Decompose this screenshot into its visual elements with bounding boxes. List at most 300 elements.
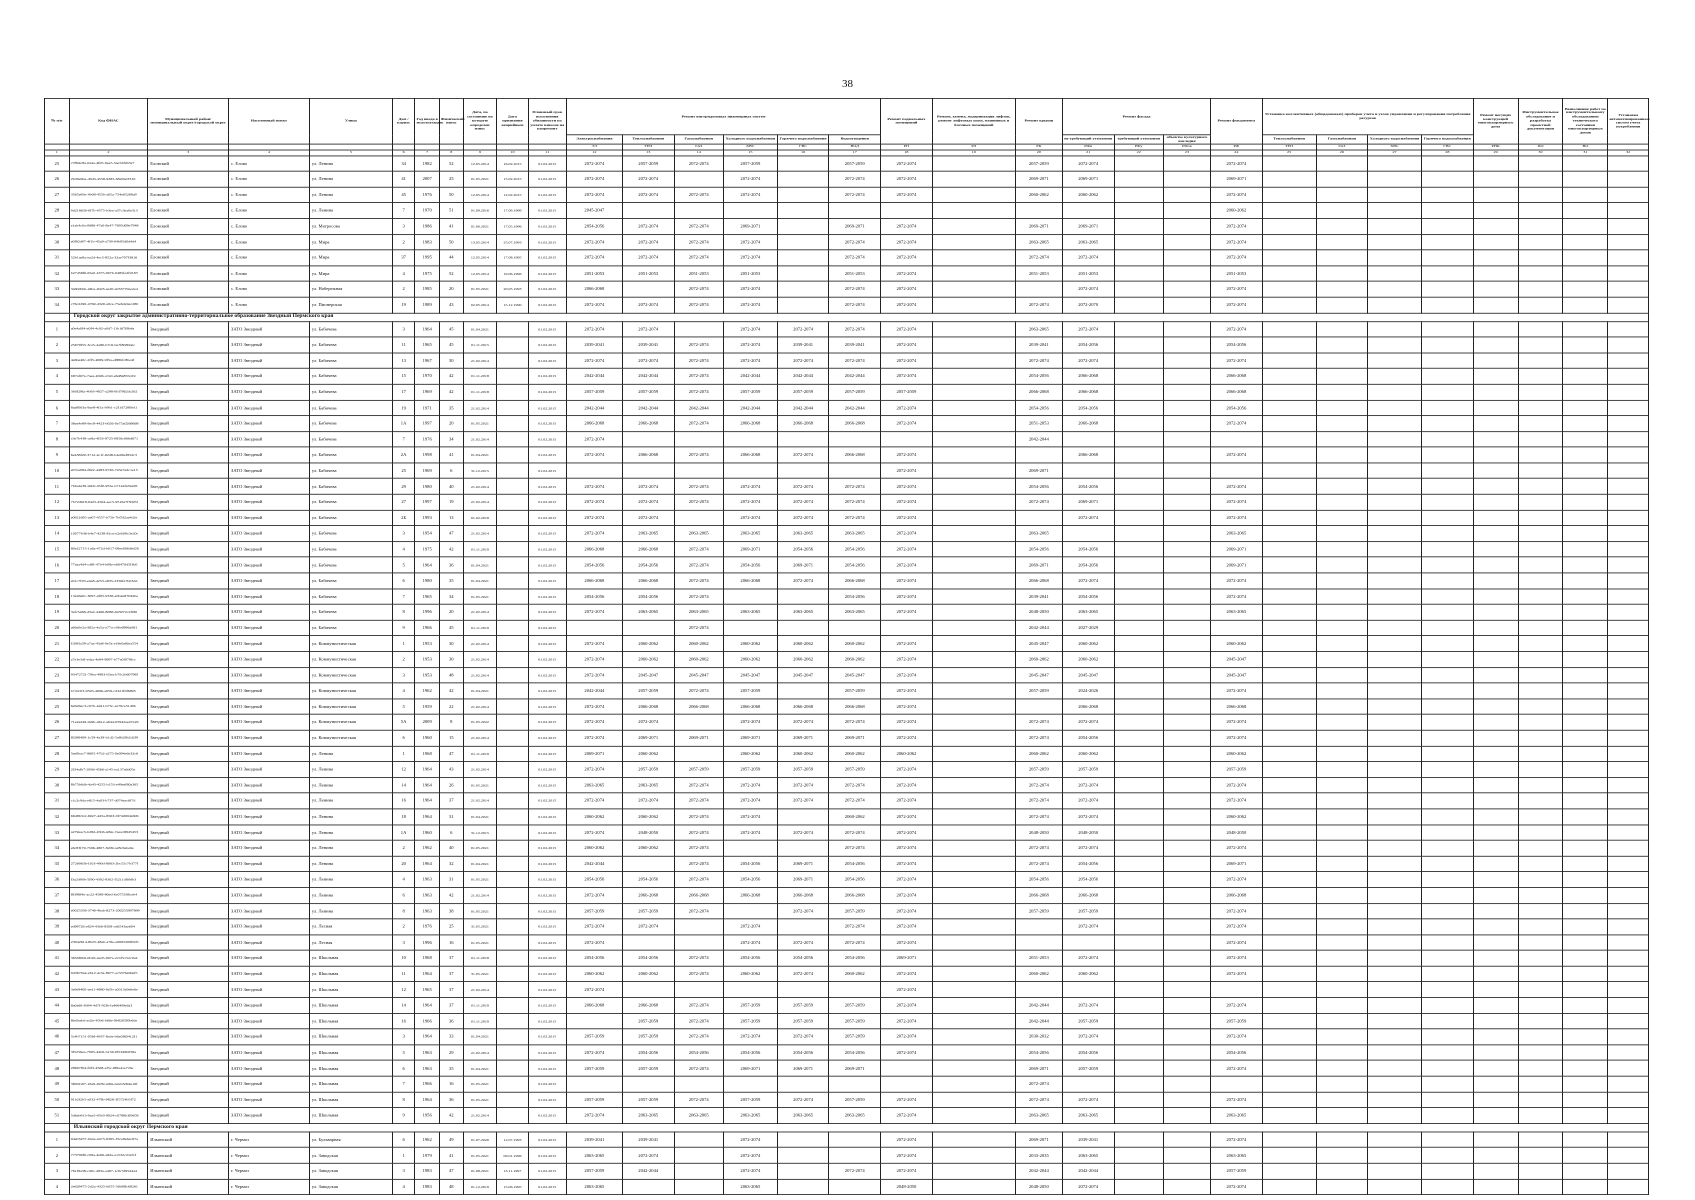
district: Ильинский <box>148 1132 229 1148</box>
empty-cell <box>1563 368 1608 384</box>
roof-period: 2054-2056 <box>1015 541 1062 557</box>
empty-cell <box>1563 1179 1608 1195</box>
first-term-date: 01.02.2015 <box>528 218 566 234</box>
emergency-date <box>497 683 528 699</box>
wear-date: 21.02.2014 <box>463 353 497 369</box>
street: ул. Школьная <box>309 1013 392 1029</box>
row-number: 1 <box>45 1132 70 1148</box>
repair-period <box>674 171 723 187</box>
wear-percent: 41 <box>440 218 464 234</box>
empty-cell <box>1473 887 1518 903</box>
fias-code: c1c2c9da-e815-4a03-b737-d074aec6f7d <box>69 793 148 809</box>
empty-cell <box>1262 266 1316 282</box>
empty-cell <box>1262 935 1316 951</box>
facade-period: 2045-2047 <box>1062 667 1114 683</box>
wear-date: 21.02.2014 <box>463 762 497 778</box>
table-row <box>45 714 1649 730</box>
repair-period: 2072-2074 <box>622 479 674 495</box>
table-row <box>45 683 1649 699</box>
facade-heritage-period <box>1163 1179 1210 1195</box>
empty-cell <box>1608 1045 1649 1061</box>
empty-cell <box>1368 872 1422 888</box>
settlement: ЗАТО Звездный <box>229 1060 310 1076</box>
emergency-date <box>497 1092 528 1108</box>
basement-period <box>881 1076 933 1092</box>
facade-period: 2072-2074 <box>1062 281 1114 297</box>
facade-heritage-period <box>1163 887 1210 903</box>
empty-cell <box>1473 281 1518 297</box>
wear-date: 21.02.2014 <box>463 982 497 998</box>
facade-period: 2054-2056 <box>1062 589 1114 605</box>
empty-cell <box>1262 636 1316 652</box>
table-row <box>45 793 1649 809</box>
wear-percent: 37 <box>440 982 464 998</box>
repair-period: 2042-2044 <box>622 368 674 384</box>
fias-code: 52b1ae8a-ea2d-4ec5-852a-32ae707f3816 <box>69 250 148 266</box>
empty-cell <box>1563 699 1608 715</box>
fias-code: 3e9e9400-eed1-4880-9e5b-a0313a9e6e6e <box>69 982 148 998</box>
basement-period: 2072-2074 <box>881 589 933 605</box>
repair-period: 2066-2068 <box>829 416 881 432</box>
empty-cell <box>1262 463 1316 479</box>
repair-period: 2042-2044 <box>829 368 881 384</box>
elevator-period <box>932 297 1015 313</box>
empty-cell <box>1262 746 1316 762</box>
repair-period: 2057-2059 <box>566 1060 622 1076</box>
empty-cell <box>1563 935 1608 951</box>
facade-period: 2072-2074 <box>1062 510 1114 526</box>
roof-period: 2060-2062 <box>1015 966 1062 982</box>
facade-heritage-period <box>1163 604 1210 620</box>
first-term-date: 01.02.2015 <box>528 368 566 384</box>
street: ул. Набережная <box>309 281 392 297</box>
district: Звездный <box>148 683 229 699</box>
repair-period: 2072-2074 <box>723 1163 777 1179</box>
repair-period: 2066-2068 <box>723 699 777 715</box>
fias-code: e0025358-3740-4bab-8273-200255997899 <box>69 903 148 919</box>
repair-period: 2072-2074 <box>566 762 622 778</box>
group-row <box>45 1123 1649 1131</box>
house-number: 2 <box>392 652 414 668</box>
empty-cell <box>1316 250 1368 266</box>
empty-cell <box>1563 250 1608 266</box>
empty-cell <box>1473 1163 1518 1179</box>
emergency-date: 15.02.2015 <box>497 171 528 187</box>
row-number: 43 <box>45 982 70 998</box>
fias-code: e0921695-ae07-4557-b75b-7bf5f2ae4d2e <box>69 510 148 526</box>
facade-heritage-period <box>1163 297 1210 313</box>
fias-code: b27458f6-65e0-4375-907b-0485fe2f9183 <box>69 266 148 282</box>
repair-period: 2072-2074 <box>777 825 829 841</box>
basement-period: 2072-2074 <box>881 234 933 250</box>
basement-period: 2072-2074 <box>881 541 933 557</box>
empty-cell <box>1473 762 1518 778</box>
repair-period: 2063-2065 <box>829 1108 881 1124</box>
wear-date: 01.11.2018 <box>463 384 497 400</box>
header-hot-water: Горячего водоснабжения <box>777 135 829 144</box>
emergency-date: 17.09.1999 <box>497 203 528 219</box>
repair-period: 2054-2056 <box>622 557 674 573</box>
facade-heritage-period <box>1163 1076 1210 1092</box>
row-number: 38 <box>45 903 70 919</box>
column-number-cell: 11 <box>528 150 566 156</box>
empty-cell <box>1368 557 1422 573</box>
facade-insul-period <box>1114 825 1163 841</box>
empty-cell <box>1608 447 1649 463</box>
empty-cell <box>1421 250 1473 266</box>
wear-percent: 43 <box>440 297 464 313</box>
emergency-date <box>497 636 528 652</box>
repair-period: 2072-2074 <box>566 793 622 809</box>
repair-period <box>777 250 829 266</box>
repair-period <box>723 463 777 479</box>
empty-cell <box>1421 950 1473 966</box>
street: ул. Ленина <box>309 825 392 841</box>
empty-cell <box>1368 730 1422 746</box>
repair-period: 2069-2071 <box>723 218 777 234</box>
fias-code: 4e6ba40c-2ff5-4069-9f5a-ef88bfc8be4f <box>69 353 148 369</box>
empty-cell <box>1368 1092 1422 1108</box>
facade-heritage-period <box>1163 218 1210 234</box>
empty-cell <box>1473 620 1518 636</box>
first-term-date: 01.02.2015 <box>528 652 566 668</box>
empty-cell <box>1421 494 1473 510</box>
house-number: 8 <box>392 604 414 620</box>
empty-cell <box>1473 793 1518 809</box>
first-term-date: 01.02.2015 <box>528 1029 566 1045</box>
wear-percent: 41 <box>440 1148 464 1164</box>
header-systems-group: Ремонт внутридомовых инженерных систем <box>566 98 880 134</box>
facade-insul-period <box>1114 919 1163 935</box>
district: Звездный <box>148 935 229 951</box>
empty-cell <box>1262 573 1316 589</box>
empty-cell <box>1563 919 1608 935</box>
empty-cell <box>1563 746 1608 762</box>
district: Звездный <box>148 950 229 966</box>
repair-period: 2054-2056 <box>566 557 622 573</box>
repair-period: 2042-2044 <box>674 400 723 416</box>
fias-code: 23942614-8b25-48ab-a76e-e0065209f0d5 <box>69 935 148 951</box>
repair-period: 2072-2074 <box>723 510 777 526</box>
empty-cell <box>1262 667 1316 683</box>
year-built: 2007 <box>415 171 440 187</box>
facade-period: 2027-2029 <box>1062 620 1114 636</box>
empty-cell <box>1563 903 1608 919</box>
repair-period <box>622 1179 674 1195</box>
facade-heritage-period <box>1163 982 1210 998</box>
settlement: ЗАТО Звездный <box>229 746 310 762</box>
empty-cell <box>1316 1092 1368 1108</box>
empty-cell <box>1473 730 1518 746</box>
empty-cell <box>1563 494 1608 510</box>
empty-cell <box>1262 903 1316 919</box>
facade-period: 2060-2062 <box>1062 746 1114 762</box>
elevator-period <box>932 510 1015 526</box>
repair-period: 2066-2068 <box>829 447 881 463</box>
empty-cell <box>1421 510 1473 526</box>
street: ул. Заводская <box>309 1179 392 1195</box>
repair-period: 2042-2044 <box>777 400 829 416</box>
empty-cell <box>1262 321 1316 337</box>
facade-heritage-period <box>1163 714 1210 730</box>
repair-period <box>777 620 829 636</box>
basement-period: 2072-2074 <box>881 872 933 888</box>
foundation-period: 2072-2074 <box>1211 950 1263 966</box>
first-term-date: 01.02.2015 <box>528 604 566 620</box>
repair-period: 2072-2074 <box>674 1092 723 1108</box>
repair-period: 2066-2068 <box>723 447 777 463</box>
repair-period <box>777 171 829 187</box>
wear-date: 21.02.2014 <box>463 526 497 542</box>
district: Еловский <box>148 250 229 266</box>
wear-percent: 40 <box>440 479 464 495</box>
facade-heritage-period <box>1163 250 1210 266</box>
street: ул. Ленина <box>309 856 392 872</box>
district: Еловский <box>148 218 229 234</box>
empty-cell <box>1518 809 1563 825</box>
year-built: 2009 <box>415 714 440 730</box>
emergency-date <box>497 494 528 510</box>
empty-cell <box>1518 1013 1563 1029</box>
column-number-cell: 27 <box>1368 150 1422 156</box>
wear-date: 01.05.2021 <box>463 171 497 187</box>
empty-cell <box>1473 746 1518 762</box>
repair-period <box>777 297 829 313</box>
empty-cell <box>1368 919 1422 935</box>
empty-cell <box>1518 1076 1563 1092</box>
emergency-date <box>497 526 528 542</box>
first-term-date: 01.02.2015 <box>528 156 566 172</box>
repair-period: 2066-2068 <box>566 416 622 432</box>
header-settlement: Населенный пункт <box>229 98 310 143</box>
wear-percent: 42 <box>440 887 464 903</box>
repair-period <box>622 856 674 872</box>
empty-cell <box>1473 431 1518 447</box>
emergency-date <box>497 809 528 825</box>
street: ул. Лесная <box>309 935 392 951</box>
fias-code: 5d6eb913-9ae5-45b3-9924-c0788b3f9658 <box>69 1108 148 1124</box>
table-row <box>45 746 1649 762</box>
repair-period <box>622 431 674 447</box>
empty-cell <box>1262 699 1316 715</box>
fias-code: 38ea4e89-9ec8-4423-b026-0e75a0268668 <box>69 416 148 432</box>
year-built: 1970 <box>415 368 440 384</box>
house-number: 14 <box>392 777 414 793</box>
settlement: ЗАТО Звездный <box>229 730 310 746</box>
house-number: 1 <box>392 746 414 762</box>
wear-percent: 29 <box>440 1045 464 1061</box>
repair-period <box>777 218 829 234</box>
empty-cell <box>1316 856 1368 872</box>
empty-cell <box>1608 1108 1649 1124</box>
row-number: 2 <box>45 337 70 353</box>
house-number: 37 <box>392 250 414 266</box>
facade-heritage-period <box>1163 919 1210 935</box>
row-number: 48 <box>45 1060 70 1076</box>
repair-period: 2066-2068 <box>674 887 723 903</box>
district: Звездный <box>148 667 229 683</box>
empty-cell <box>1421 919 1473 935</box>
facade-heritage-period <box>1163 416 1210 432</box>
repair-period <box>674 714 723 730</box>
repair-period: 2072-2074 <box>566 887 622 903</box>
empty-cell <box>1368 368 1422 384</box>
repair-period: 2072-2074 <box>723 297 777 313</box>
empty-cell <box>1368 297 1422 313</box>
repair-period: 2039-2041 <box>777 337 829 353</box>
repair-period: 2063-2065 <box>622 777 674 793</box>
empty-cell <box>1368 935 1422 951</box>
empty-cell <box>1518 714 1563 730</box>
wear-date: 01.07.2020 <box>463 1132 497 1148</box>
empty-cell <box>1262 353 1316 369</box>
empty-cell <box>1262 793 1316 809</box>
repair-period: 2054-2056 <box>723 950 777 966</box>
empty-cell <box>1421 281 1473 297</box>
repair-period: 2072-2074 <box>829 919 881 935</box>
empty-cell <box>1368 620 1422 636</box>
empty-cell <box>1316 353 1368 369</box>
row-number: 44 <box>45 998 70 1014</box>
facade-heritage-period <box>1163 463 1210 479</box>
fias-code: 10077b36-b4e7-4238-81ca-e2eb09c3e20c <box>69 526 148 542</box>
roof-period: 2069-2071 <box>1015 463 1062 479</box>
empty-cell <box>1316 557 1368 573</box>
wear-percent: 50 <box>440 187 464 203</box>
table-row <box>45 573 1649 589</box>
repair-period: 2063-2065 <box>777 526 829 542</box>
street: ул. Бабичева <box>309 541 392 557</box>
emergency-date <box>497 541 528 557</box>
repair-period: 2063-2065 <box>777 604 829 620</box>
repair-period: 2072-2074 <box>723 1132 777 1148</box>
repair-period: 2069-2071 <box>777 1060 829 1076</box>
empty-cell <box>1368 171 1422 187</box>
basement-period: 2072-2074 <box>881 903 933 919</box>
repair-period: 2066-2068 <box>566 998 622 1014</box>
empty-cell <box>1608 297 1649 313</box>
empty-cell <box>1608 203 1649 219</box>
facade-heritage-period <box>1163 777 1210 793</box>
emergency-date <box>497 699 528 715</box>
repair-period: 2060-2062 <box>777 636 829 652</box>
elevator-period <box>932 589 1015 605</box>
empty-cell <box>1262 856 1316 872</box>
foundation-period: 2072-2074 <box>1211 730 1263 746</box>
foundation-period: 2063-2065 <box>1211 604 1263 620</box>
first-term-date: 01.02.2015 <box>528 793 566 809</box>
repair-period: 2072-2074 <box>674 840 723 856</box>
emergency-date <box>497 1060 528 1076</box>
empty-cell <box>1518 1060 1563 1076</box>
row-number: 12 <box>45 494 70 510</box>
repair-period: 2072-2074 <box>566 234 622 250</box>
column-number-cell: 20 <box>1015 150 1062 156</box>
empty-cell <box>1518 203 1563 219</box>
roof-period: 2060-2062 <box>1015 652 1062 668</box>
roof-period: 2057-2059 <box>1015 156 1062 172</box>
district: Звездный <box>148 541 229 557</box>
repair-period: 2060-2062 <box>777 746 829 762</box>
empty-cell <box>1608 746 1649 762</box>
empty-cell <box>1316 1179 1368 1195</box>
empty-cell <box>1368 353 1422 369</box>
emergency-date <box>497 825 528 841</box>
wear-date: 01.04.2021 <box>463 1060 497 1076</box>
empty-cell <box>1563 463 1608 479</box>
repair-period: 2057-2059 <box>622 1060 674 1076</box>
repair-period: 2072-2074 <box>566 604 622 620</box>
elevator-period <box>932 1013 1015 1029</box>
repair-period: 2057-2059 <box>566 1092 622 1108</box>
empty-cell <box>1316 416 1368 432</box>
empty-cell <box>1316 667 1368 683</box>
facade-period: 2072-2074 <box>1062 156 1114 172</box>
first-term-date: 01.02.2015 <box>528 699 566 715</box>
group-blank <box>45 313 70 321</box>
empty-cell <box>1563 281 1608 297</box>
row-number: 41 <box>45 950 70 966</box>
house-number: 13 <box>392 353 414 369</box>
roof-period <box>1015 935 1062 951</box>
repair-period: 2054-2056 <box>622 872 674 888</box>
street: ул. Бабичева <box>309 589 392 605</box>
year-built: 1996 <box>415 604 440 620</box>
district: Звездный <box>148 966 229 982</box>
wear-date: 12.05.2014 <box>463 266 497 282</box>
repair-period: 2066-2068 <box>829 699 881 715</box>
empty-cell <box>1563 1060 1608 1076</box>
elevator-period <box>932 573 1015 589</box>
empty-cell <box>1421 1076 1473 1092</box>
facade-insul-period <box>1114 203 1163 219</box>
repair-period <box>777 589 829 605</box>
house-number: 3 <box>392 526 414 542</box>
repair-period: 2072-2074 <box>723 793 777 809</box>
empty-cell <box>1563 1076 1608 1092</box>
header-facade-group: Ремонт фасада <box>1062 98 1210 134</box>
empty-cell <box>1262 982 1316 998</box>
basement-period: 2072-2074 <box>881 982 933 998</box>
street: ул. Школьная <box>309 1076 392 1092</box>
table-row <box>45 1029 1649 1045</box>
facade-period: 2069-2071 <box>1062 171 1114 187</box>
elevator-period <box>932 683 1015 699</box>
repair-period: 2063-2065 <box>566 1148 622 1164</box>
wear-date: 21.02.2014 <box>463 494 497 510</box>
settlement: ЗАТО Звездный <box>229 1013 310 1029</box>
repair-period: 2072-2074 <box>723 809 777 825</box>
repair-period: 2072-2074 <box>622 714 674 730</box>
empty-cell <box>1608 337 1649 353</box>
wear-percent: 45 <box>440 620 464 636</box>
empty-cell <box>1316 872 1368 888</box>
empty-cell <box>1421 1029 1473 1045</box>
repair-period: 2060-2062 <box>622 636 674 652</box>
basement-period: 2072-2074 <box>881 652 933 668</box>
repair-period: 2054-2056 <box>829 589 881 605</box>
year-built: 1967 <box>415 353 440 369</box>
facade-insul-period <box>1114 872 1163 888</box>
empty-cell <box>1316 156 1368 172</box>
foundation-period: 2072-2074 <box>1211 777 1263 793</box>
facade-heritage-period <box>1163 1029 1210 1045</box>
first-term-date: 01.02.2015 <box>528 777 566 793</box>
elevator-period <box>932 714 1015 730</box>
repair-period <box>723 620 777 636</box>
empty-cell <box>1608 966 1649 982</box>
repair-period: 2063-2065 <box>777 1108 829 1124</box>
